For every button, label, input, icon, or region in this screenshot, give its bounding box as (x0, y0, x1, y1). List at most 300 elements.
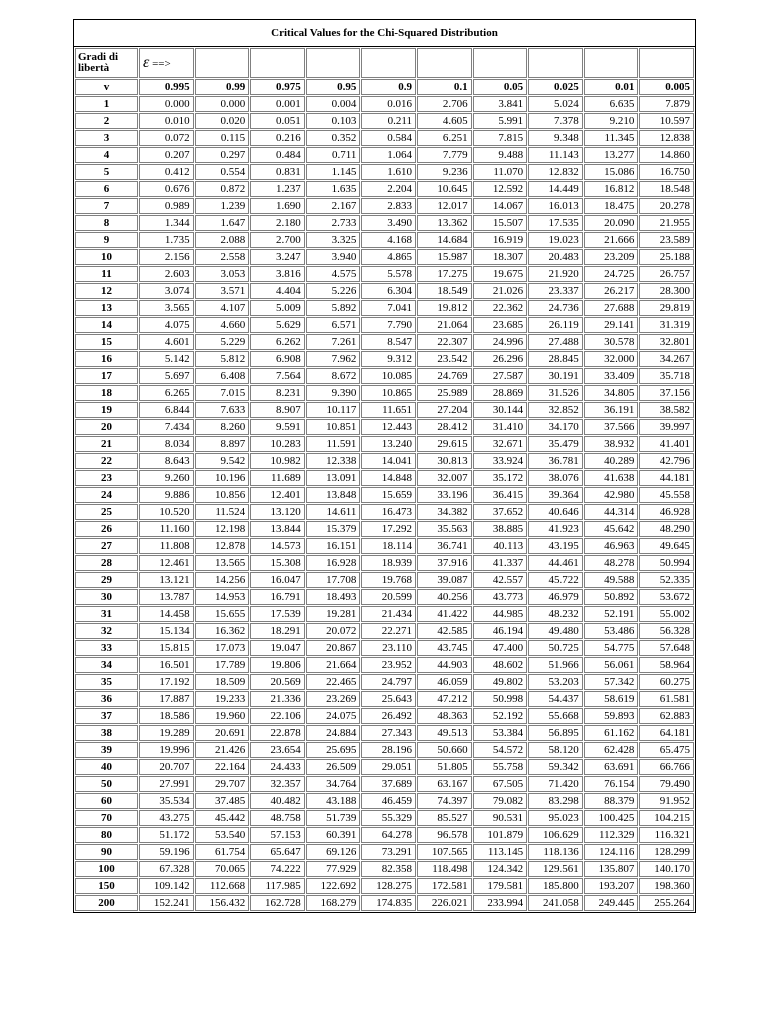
degrees-of-freedom-cell: 21 (75, 436, 138, 452)
critical-value-cell: 24.884 (306, 725, 361, 741)
critical-value-cell: 46.963 (584, 538, 639, 554)
critical-value-cell: 14.067 (473, 198, 528, 214)
critical-value-cell: 19.768 (361, 572, 416, 588)
critical-value-cell: 0.010 (139, 113, 194, 129)
critical-value-cell: 50.998 (473, 691, 528, 707)
critical-value-cell: 0.352 (306, 130, 361, 146)
critical-value-cell: 7.261 (306, 334, 361, 350)
critical-value-cell: 27.488 (528, 334, 583, 350)
critical-value-cell: 4.660 (195, 317, 250, 333)
critical-value-cell: 1.635 (306, 181, 361, 197)
critical-value-cell: 31.319 (639, 317, 694, 333)
critical-value-cell: 156.432 (195, 895, 250, 911)
critical-value-cell: 10.865 (361, 385, 416, 401)
degrees-of-freedom-cell: 20 (75, 419, 138, 435)
critical-value-cell: 23.685 (473, 317, 528, 333)
critical-value-cell: 9.312 (361, 351, 416, 367)
critical-value-cell: 140.170 (639, 861, 694, 877)
critical-value-cell: 24.736 (528, 300, 583, 316)
critical-value-cell: 48.232 (528, 606, 583, 622)
critical-value-cell: 11.808 (139, 538, 194, 554)
critical-value-cell: 2.088 (195, 232, 250, 248)
critical-value-cell: 8.907 (250, 402, 305, 418)
critical-value-cell: 11.524 (195, 504, 250, 520)
critical-value-cell: 29.141 (584, 317, 639, 333)
critical-value-cell: 13.362 (417, 215, 472, 231)
critical-value-cell: 47.212 (417, 691, 472, 707)
critical-value-cell: 5.142 (139, 351, 194, 367)
critical-value-cell: 1.690 (250, 198, 305, 214)
critical-value-cell: 18.291 (250, 623, 305, 639)
critical-value-cell: 43.188 (306, 793, 361, 809)
critical-value-cell: 17.073 (195, 640, 250, 656)
critical-value-cell: 21.920 (528, 266, 583, 282)
critical-value-cell: 10.117 (306, 402, 361, 418)
critical-value-cell: 13.565 (195, 555, 250, 571)
degrees-of-freedom-cell: 15 (75, 334, 138, 350)
degrees-of-freedom-cell: 70 (75, 810, 138, 826)
critical-value-cell: 128.275 (361, 878, 416, 894)
critical-value-cell: 19.281 (306, 606, 361, 622)
critical-value-cell: 11.689 (250, 470, 305, 486)
table-row (75, 640, 694, 656)
critical-value-cell: 61.581 (639, 691, 694, 707)
critical-value-cell: 10.196 (195, 470, 250, 486)
critical-value-cell: 53.486 (584, 623, 639, 639)
critical-value-cell: 9.260 (139, 470, 194, 486)
critical-value-cell: 30.813 (417, 453, 472, 469)
critical-value-cell: 7.633 (195, 402, 250, 418)
critical-value-cell: 7.434 (139, 419, 194, 435)
table-row (75, 266, 694, 282)
table-row (75, 402, 694, 418)
critical-value-cell: 9.488 (473, 147, 528, 163)
probability-header: 0.005 (639, 79, 694, 95)
critical-value-cell: 34.267 (639, 351, 694, 367)
critical-value-cell: 48.758 (250, 810, 305, 826)
critical-value-cell: 38.582 (639, 402, 694, 418)
critical-value-cell: 35.563 (417, 521, 472, 537)
critical-value-cell: 36.415 (473, 487, 528, 503)
critical-value-cell: 16.791 (250, 589, 305, 605)
degrees-of-freedom-cell: 35 (75, 674, 138, 690)
critical-value-cell: 12.017 (417, 198, 472, 214)
critical-value-cell: 2.156 (139, 249, 194, 265)
critical-value-cell: 17.887 (139, 691, 194, 707)
table-row (75, 708, 694, 724)
critical-value-cell: 29.051 (361, 759, 416, 775)
table-row (75, 878, 694, 894)
epsilon-arrow: ==> (152, 57, 171, 70)
critical-value-cell: 38.932 (584, 436, 639, 452)
critical-value-cell: 46.194 (473, 623, 528, 639)
critical-value-cell: 1.610 (361, 164, 416, 180)
critical-value-cell: 24.725 (584, 266, 639, 282)
critical-value-cell: 14.458 (139, 606, 194, 622)
critical-value-cell: 12.592 (473, 181, 528, 197)
degrees-of-freedom-cell: 9 (75, 232, 138, 248)
critical-value-cell: 0.016 (361, 96, 416, 112)
critical-value-cell: 41.923 (528, 521, 583, 537)
critical-value-cell: 34.170 (528, 419, 583, 435)
critical-value-cell: 19.233 (195, 691, 250, 707)
critical-value-cell: 23.337 (528, 283, 583, 299)
critical-value-cell: 34.382 (417, 504, 472, 520)
critical-value-cell: 7.564 (250, 368, 305, 384)
critical-value-cell: 0.676 (139, 181, 194, 197)
table-row (75, 776, 694, 792)
degrees-of-freedom-cell: 1 (75, 96, 138, 112)
critical-value-cell: 0.216 (250, 130, 305, 146)
critical-value-cell: 135.807 (584, 861, 639, 877)
degrees-of-freedom-cell: 10 (75, 249, 138, 265)
critical-value-cell: 15.659 (361, 487, 416, 503)
critical-value-cell: 18.114 (361, 538, 416, 554)
critical-value-cell: 32.671 (473, 436, 528, 452)
critical-value-cell: 20.569 (250, 674, 305, 690)
critical-value-cell: 28.412 (417, 419, 472, 435)
critical-value-cell: 16.750 (639, 164, 694, 180)
degrees-of-freedom-cell: 38 (75, 725, 138, 741)
critical-value-cell: 6.571 (306, 317, 361, 333)
critical-value-cell: 55.002 (639, 606, 694, 622)
critical-value-cell: 54.775 (584, 640, 639, 656)
critical-value-cell: 20.691 (195, 725, 250, 741)
critical-value-cell: 15.086 (584, 164, 639, 180)
critical-value-cell: 10.520 (139, 504, 194, 520)
critical-value-cell: 0.072 (139, 130, 194, 146)
degrees-of-freedom-cell: 24 (75, 487, 138, 503)
table-row (75, 453, 694, 469)
critical-value-cell: 22.307 (417, 334, 472, 350)
critical-value-cell: 6.251 (417, 130, 472, 146)
critical-value-cell: 37.566 (584, 419, 639, 435)
critical-value-cell: 74.222 (250, 861, 305, 877)
critical-value-cell: 54.572 (473, 742, 528, 758)
critical-value-cell: 9.390 (306, 385, 361, 401)
degrees-of-freedom-cell: 31 (75, 606, 138, 622)
table-row (75, 742, 694, 758)
critical-values-table (74, 47, 695, 912)
critical-value-cell: 19.047 (250, 640, 305, 656)
table-row (75, 300, 694, 316)
critical-value-cell: 0.412 (139, 164, 194, 180)
critical-value-cell: 112.329 (584, 827, 639, 843)
critical-value-cell: 48.363 (417, 708, 472, 724)
critical-value-cell: 6.635 (584, 96, 639, 112)
critical-value-cell: 7.041 (361, 300, 416, 316)
critical-value-cell: 4.605 (417, 113, 472, 129)
critical-value-cell: 43.773 (473, 589, 528, 605)
critical-value-cell: 85.527 (417, 810, 472, 826)
critical-value-cell: 6.408 (195, 368, 250, 384)
critical-value-cell: 0.584 (361, 130, 416, 146)
critical-value-cell: 15.507 (473, 215, 528, 231)
critical-value-cell: 16.362 (195, 623, 250, 639)
critical-value-cell: 2.700 (250, 232, 305, 248)
critical-value-cell: 18.475 (584, 198, 639, 214)
critical-value-cell: 36.781 (528, 453, 583, 469)
critical-value-cell: 13.277 (584, 147, 639, 163)
critical-value-cell: 53.672 (639, 589, 694, 605)
critical-value-cell: 15.987 (417, 249, 472, 265)
critical-value-cell: 10.645 (417, 181, 472, 197)
critical-value-cell: 23.269 (306, 691, 361, 707)
critical-value-cell: 35.172 (473, 470, 528, 486)
critical-value-cell: 2.204 (361, 181, 416, 197)
critical-value-cell: 48.278 (584, 555, 639, 571)
critical-value-cell: 36.191 (584, 402, 639, 418)
critical-value-cell: 12.198 (195, 521, 250, 537)
critical-value-cell: 22.271 (361, 623, 416, 639)
critical-value-cell: 10.851 (306, 419, 361, 435)
degrees-of-freedom-cell: 29 (75, 572, 138, 588)
degrees-of-freedom-cell: 6 (75, 181, 138, 197)
critical-value-cell: 23.589 (639, 232, 694, 248)
critical-value-cell: 45.642 (584, 521, 639, 537)
table-row (75, 181, 694, 197)
degrees-of-freedom-cell: 80 (75, 827, 138, 843)
critical-value-cell: 28.196 (361, 742, 416, 758)
critical-value-cell: 0.001 (250, 96, 305, 112)
critical-value-cell: 42.557 (473, 572, 528, 588)
critical-value-cell: 185.800 (528, 878, 583, 894)
table-row (75, 606, 694, 622)
critical-value-cell: 49.588 (584, 572, 639, 588)
degrees-of-freedom-cell: 12 (75, 283, 138, 299)
critical-value-cell: 59.196 (139, 844, 194, 860)
critical-value-cell: 14.860 (639, 147, 694, 163)
critical-value-cell: 10.283 (250, 436, 305, 452)
chi-squared-table-sheet (73, 19, 696, 913)
critical-value-cell: 65.475 (639, 742, 694, 758)
probability-header: 0.1 (417, 79, 472, 95)
critical-value-cell: 5.226 (306, 283, 361, 299)
table-row (75, 793, 694, 809)
degrees-of-freedom-cell: 60 (75, 793, 138, 809)
critical-value-cell: 6.262 (250, 334, 305, 350)
critical-value-cell: 41.638 (584, 470, 639, 486)
critical-value-cell: 0.051 (250, 113, 305, 129)
critical-value-cell: 3.940 (306, 249, 361, 265)
degrees-of-freedom-cell: 34 (75, 657, 138, 673)
critical-value-cell: 49.645 (639, 538, 694, 554)
critical-value-cell: 7.779 (417, 147, 472, 163)
critical-value-cell: 117.985 (250, 878, 305, 894)
critical-value-cell: 16.013 (528, 198, 583, 214)
degrees-of-freedom-cell: 13 (75, 300, 138, 316)
table-row (75, 844, 694, 860)
critical-value-cell: 32.801 (639, 334, 694, 350)
degrees-of-freedom-cell: 3 (75, 130, 138, 146)
critical-value-cell: 42.585 (417, 623, 472, 639)
degrees-of-freedom-cell: 25 (75, 504, 138, 520)
probability-header: 0.01 (584, 79, 639, 95)
critical-value-cell: 83.298 (528, 793, 583, 809)
degrees-of-freedom-cell: 8 (75, 215, 138, 231)
header-empty-cell (306, 48, 361, 78)
header-empty-cell (473, 48, 528, 78)
critical-value-cell: 45.558 (639, 487, 694, 503)
critical-value-cell: 71.420 (528, 776, 583, 792)
critical-value-cell: 51.966 (528, 657, 583, 673)
critical-value-cell: 33.924 (473, 453, 528, 469)
critical-value-cell: 21.064 (417, 317, 472, 333)
critical-value-cell: 4.075 (139, 317, 194, 333)
critical-value-cell: 8.034 (139, 436, 194, 452)
critical-value-cell: 61.754 (195, 844, 250, 860)
header-row-epsilon (75, 48, 694, 78)
degrees-of-freedom-cell: 40 (75, 759, 138, 775)
critical-value-cell: 3.490 (361, 215, 416, 231)
header-empty-cell (417, 48, 472, 78)
critical-value-cell: 26.757 (639, 266, 694, 282)
degrees-of-freedom-cell: 32 (75, 623, 138, 639)
critical-value-cell: 54.437 (528, 691, 583, 707)
critical-value-cell: 35.718 (639, 368, 694, 384)
critical-value-cell: 29.615 (417, 436, 472, 452)
critical-value-cell: 3.565 (139, 300, 194, 316)
critical-value-cell: 100.425 (584, 810, 639, 826)
critical-value-cell: 11.143 (528, 147, 583, 163)
critical-value-cell: 23.654 (250, 742, 305, 758)
critical-value-cell: 11.591 (306, 436, 361, 452)
critical-value-cell: 20.072 (306, 623, 361, 639)
critical-value-cell: 0.004 (306, 96, 361, 112)
critical-value-cell: 45.722 (528, 572, 583, 588)
critical-value-cell: 56.328 (639, 623, 694, 639)
header-empty-cell (528, 48, 583, 78)
critical-value-cell: 67.328 (139, 861, 194, 877)
table-row (75, 589, 694, 605)
table-row (75, 317, 694, 333)
critical-value-cell: 33.409 (584, 368, 639, 384)
critical-value-cell: 21.666 (584, 232, 639, 248)
critical-value-cell: 152.241 (139, 895, 194, 911)
critical-value-cell: 27.204 (417, 402, 472, 418)
degrees-of-freedom-cell: 100 (75, 861, 138, 877)
critical-value-cell: 1.344 (139, 215, 194, 231)
critical-value-cell: 3.074 (139, 283, 194, 299)
critical-value-cell: 241.058 (528, 895, 583, 911)
critical-value-cell: 14.848 (361, 470, 416, 486)
critical-value-cell: 17.535 (528, 215, 583, 231)
critical-value-cell: 25.695 (306, 742, 361, 758)
table-row (75, 504, 694, 520)
header-empty-cell (361, 48, 416, 78)
critical-value-cell: 0.115 (195, 130, 250, 146)
critical-value-cell: 27.587 (473, 368, 528, 384)
critical-value-cell: 7.790 (361, 317, 416, 333)
critical-value-cell: 118.498 (417, 861, 472, 877)
epsilon-symbol: ε (143, 53, 150, 71)
critical-value-cell: 48.290 (639, 521, 694, 537)
critical-value-cell: 198.360 (639, 878, 694, 894)
critical-value-cell: 25.989 (417, 385, 472, 401)
critical-value-cell: 12.443 (361, 419, 416, 435)
degrees-of-freedom-cell: 19 (75, 402, 138, 418)
critical-value-cell: 40.256 (417, 589, 472, 605)
critical-value-cell: 31.526 (528, 385, 583, 401)
critical-value-cell: 40.482 (250, 793, 305, 809)
critical-value-cell: 101.879 (473, 827, 528, 843)
degrees-of-freedom-cell: 37 (75, 708, 138, 724)
critical-value-cell: 59.893 (584, 708, 639, 724)
critical-value-cell: 82.358 (361, 861, 416, 877)
critical-value-cell: 8.897 (195, 436, 250, 452)
table-row (75, 572, 694, 588)
critical-value-cell: 56.895 (528, 725, 583, 741)
critical-value-cell: 249.445 (584, 895, 639, 911)
critical-value-cell: 48.602 (473, 657, 528, 673)
table-row (75, 215, 694, 231)
critical-value-cell: 44.985 (473, 606, 528, 622)
critical-value-cell: 26.119 (528, 317, 583, 333)
critical-value-cell: 45.442 (195, 810, 250, 826)
table-row (75, 249, 694, 265)
critical-value-cell: 6.265 (139, 385, 194, 401)
critical-value-cell: 2.558 (195, 249, 250, 265)
critical-value-cell: 27.991 (139, 776, 194, 792)
critical-value-cell: 21.426 (195, 742, 250, 758)
critical-value-cell: 53.540 (195, 827, 250, 843)
critical-value-cell: 40.646 (528, 504, 583, 520)
critical-value-cell: 52.192 (473, 708, 528, 724)
critical-value-cell: 3.247 (250, 249, 305, 265)
critical-value-cell: 64.181 (639, 725, 694, 741)
critical-value-cell: 49.802 (473, 674, 528, 690)
degrees-of-freedom-cell: 39 (75, 742, 138, 758)
table-row (75, 436, 694, 452)
critical-value-cell: 18.939 (361, 555, 416, 571)
table-row (75, 623, 694, 639)
critical-value-cell: 50.892 (584, 589, 639, 605)
critical-value-cell: 18.307 (473, 249, 528, 265)
critical-value-cell: 13.848 (306, 487, 361, 503)
critical-value-cell: 64.278 (361, 827, 416, 843)
critical-value-cell: 30.191 (528, 368, 583, 384)
degrees-of-freedom-cell: 2 (75, 113, 138, 129)
critical-value-cell: 5.229 (195, 334, 250, 350)
critical-value-cell: 15.134 (139, 623, 194, 639)
degrees-of-freedom-cell: 150 (75, 878, 138, 894)
critical-value-cell: 168.279 (306, 895, 361, 911)
critical-value-cell: 5.892 (306, 300, 361, 316)
critical-value-cell: 18.509 (195, 674, 250, 690)
critical-value-cell: 25.188 (639, 249, 694, 265)
dof-label: Gradi di libertà (75, 48, 138, 78)
critical-value-cell: 21.434 (361, 606, 416, 622)
degrees-of-freedom-cell: 33 (75, 640, 138, 656)
critical-value-cell: 124.342 (473, 861, 528, 877)
critical-value-cell: 12.401 (250, 487, 305, 503)
critical-value-cell: 14.449 (528, 181, 583, 197)
degrees-of-freedom-cell: 200 (75, 895, 138, 911)
critical-value-cell: 11.651 (361, 402, 416, 418)
critical-value-cell: 122.692 (306, 878, 361, 894)
critical-value-cell: 63.167 (417, 776, 472, 792)
critical-value-cell: 4.865 (361, 249, 416, 265)
critical-value-cell: 10.982 (250, 453, 305, 469)
table-row (75, 555, 694, 571)
probability-header: 0.95 (306, 79, 361, 95)
table-row (75, 283, 694, 299)
critical-value-cell: 7.879 (639, 96, 694, 112)
critical-value-cell: 10.597 (639, 113, 694, 129)
table-row (75, 368, 694, 384)
critical-value-cell: 37.652 (473, 504, 528, 520)
critical-value-cell: 25.643 (361, 691, 416, 707)
